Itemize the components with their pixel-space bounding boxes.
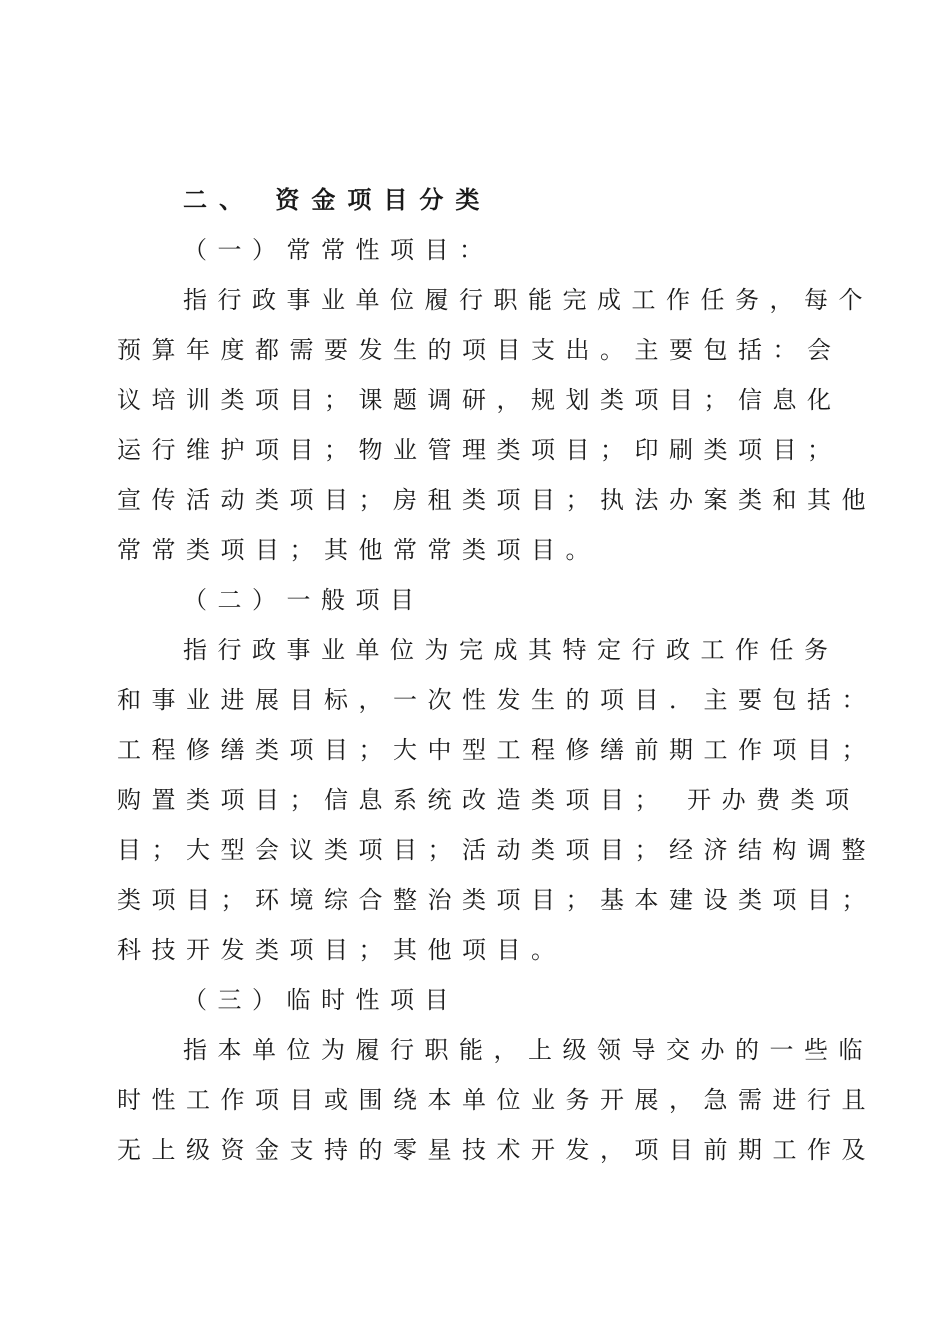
paragraph-line: 指本单位为履行职能，上级领导交办的一些临 xyxy=(183,1036,873,1064)
section-heading: 二、 资金项目分类 xyxy=(183,185,492,214)
subsection-title-1: （一）常常性项目： xyxy=(183,236,494,264)
paragraph-line: 购置类项目；信息系统改造类项目； 开办费类项 xyxy=(117,786,860,814)
paragraph-line: 议培训类项目；课题调研，规划类项目；信息化 xyxy=(117,386,842,414)
paragraph-line: 时性工作项目或围绕本单位业务开展，急需进行且 xyxy=(117,1086,876,1114)
paragraph-line: 运行维护项目；物业管理类项目；印刷类项目； xyxy=(117,436,842,464)
paragraph-line: 指行政事业单位履行职能完成工作任务，每个 xyxy=(183,286,873,314)
paragraph-line: 目；大型会议类项目；活动类项目；经济结构调整 xyxy=(117,836,876,864)
paragraph-line: 科技开发类项目；其他项目。 xyxy=(117,936,566,964)
paragraph-line: 预算年度都需要发生的项目支出。主要包括：会 xyxy=(117,336,842,364)
paragraph-line: 常常类项目；其他常常类项目。 xyxy=(117,536,600,564)
subsection-title-3: （三）临时性项目 xyxy=(183,986,459,1014)
paragraph-line: 类项目；环境综合整治类项目；基本建设类项目； xyxy=(117,886,876,914)
paragraph-line: 无上级资金支持的零星技术开发，项目前期工作及 xyxy=(117,1136,876,1164)
paragraph-line: 和事业进展目标，一次性发生的项目．主要包括： xyxy=(117,686,876,714)
subsection-title-2: （二）一般项目 xyxy=(183,586,425,614)
paragraph-line: 工程修缮类项目；大中型工程修缮前期工作项目； xyxy=(117,736,876,764)
paragraph-line: 宣传活动类项目；房租类项目；执法办案类和其他 xyxy=(117,486,876,514)
paragraph-line: 指行政事业单位为完成其特定行政工作任务 xyxy=(183,636,839,664)
